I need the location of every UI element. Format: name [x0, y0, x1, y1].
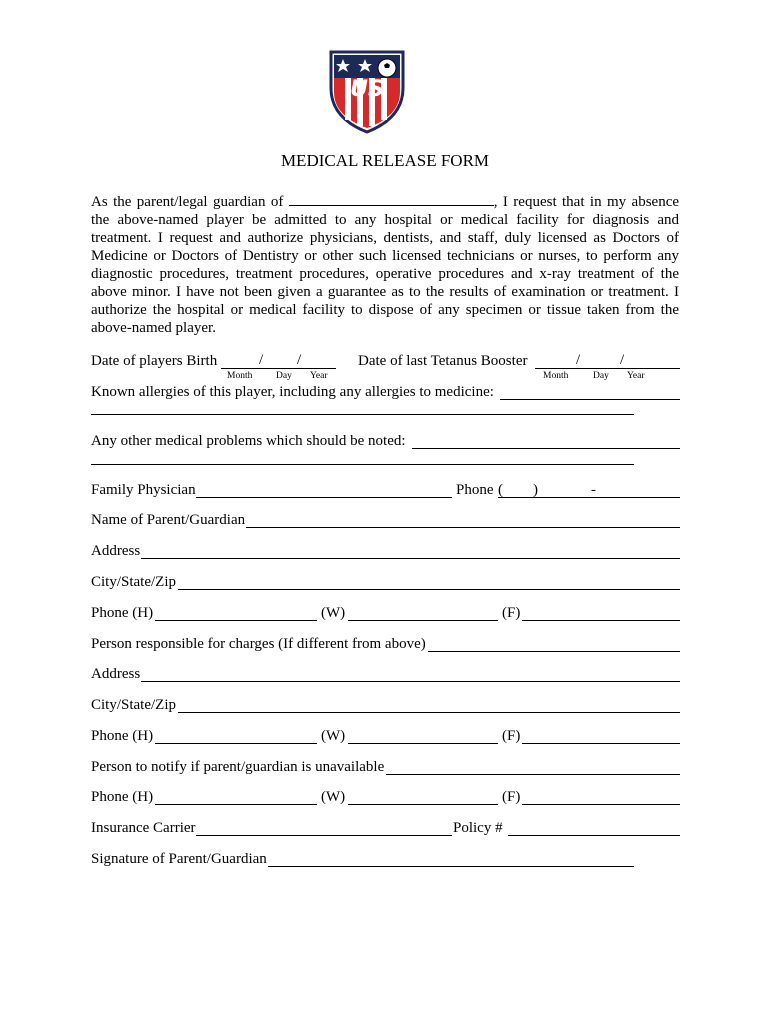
responsible-phone-work-field[interactable]: [348, 743, 498, 744]
tetanus-date-field[interactable]: [535, 368, 680, 369]
responsible-phone-fax-field[interactable]: [522, 743, 680, 744]
intro-lead: As the parent/legal guardian of: [91, 194, 284, 210]
phone-work-label: (W): [321, 605, 346, 621]
birth-slash-2: /: [297, 352, 302, 368]
responsible-city-label: City/State/Zip: [91, 697, 176, 713]
medical-problems-label: Any other medical problems which should be noted:: [91, 433, 406, 449]
signature-label: Signature of Parent/Guardian: [91, 851, 267, 867]
parent-name-field[interactable]: [246, 527, 680, 528]
policy-label: Policy #: [453, 820, 503, 836]
responsible-address-label: Address: [91, 666, 141, 682]
tetanus-date-label: Date of last Tetanus Booster: [358, 353, 528, 369]
physician-phone-label: Phone: [456, 482, 494, 498]
birth-year-caption: Year: [310, 371, 328, 381]
medical-problems-field-line2[interactable]: [91, 464, 634, 465]
phone-paren-close: ): [533, 482, 538, 498]
physician-label: Family Physician: [91, 482, 196, 498]
responsible-phone-work-label: (W): [321, 728, 346, 744]
signature-field[interactable]: [268, 866, 634, 867]
responsible-city-field[interactable]: [178, 712, 680, 713]
address-label: Address: [91, 543, 141, 559]
birth-date-label: Date of players Birth: [91, 353, 218, 369]
notify-phone-fax-label: (F): [502, 789, 521, 805]
responsible-phone-home-label: Phone (H): [91, 728, 154, 744]
birth-slash-1: /: [259, 352, 264, 368]
phone-paren-open: (: [498, 482, 503, 498]
notify-phone-home-label: Phone (H): [91, 789, 154, 805]
city-label: City/State/Zip: [91, 574, 176, 590]
responsible-phone-home-field[interactable]: [155, 743, 317, 744]
notify-field[interactable]: [386, 774, 680, 775]
tetanus-slash-1: /: [576, 352, 581, 368]
notify-phone-work-label: (W): [321, 789, 346, 805]
tetanus-year-caption: Year: [627, 371, 645, 381]
parent-name-label: Name of Parent/Guardian: [91, 512, 246, 528]
birth-day-caption: Day: [276, 371, 292, 381]
notify-phone-fax-field[interactable]: [522, 804, 680, 805]
notify-phone-home-field[interactable]: [155, 804, 317, 805]
birth-date-field[interactable]: [221, 368, 336, 369]
logo-text: US: [350, 77, 384, 102]
phone-home-field[interactable]: [155, 620, 317, 621]
notify-phone-work-field[interactable]: [348, 804, 498, 805]
tetanus-month-caption: Month: [543, 371, 569, 381]
responsible-field[interactable]: [428, 651, 680, 652]
allergies-field-line2[interactable]: [91, 414, 634, 415]
medical-problems-field[interactable]: [412, 448, 680, 449]
intro-paragraph: [91, 192, 679, 337]
player-name-field[interactable]: [289, 192, 494, 206]
insurance-label: Insurance Carrier: [91, 820, 196, 836]
responsible-phone-fax-label: (F): [502, 728, 521, 744]
us-soccer-crest-logo: [327, 48, 407, 134]
tetanus-slash-2: /: [620, 352, 625, 368]
tetanus-day-caption: Day: [593, 371, 609, 381]
physician-field[interactable]: [196, 497, 452, 498]
policy-field[interactable]: [508, 835, 680, 836]
address-field[interactable]: [141, 558, 680, 559]
responsible-label: Person responsible for charges (If different from above): [91, 636, 426, 652]
physician-phone-field[interactable]: [498, 497, 680, 498]
insurance-field[interactable]: [196, 835, 452, 836]
phone-fax-label: (F): [502, 605, 521, 621]
page-title: MEDICAL RELEASE FORM: [280, 151, 490, 170]
notify-label: Person to notify if parent/guardian is unavailable: [91, 759, 385, 775]
intro-after-blank: , I request that in my absence: [493, 194, 680, 210]
city-field[interactable]: [178, 589, 680, 590]
phone-fax-field[interactable]: [522, 620, 680, 621]
responsible-address-field[interactable]: [141, 681, 680, 682]
phone-work-field[interactable]: [348, 620, 498, 621]
birth-month-caption: Month: [227, 371, 253, 381]
allergies-field[interactable]: [500, 399, 680, 400]
intro-body: the above-named player be admitted to any hospital or medical facility for diagnosis and treatment. I request and authorize physicians, dentists, and staff, duly licensed as Doctors of Medicine or Doctors of Dentistry or other such licensed technicians or nurses, to perform any diagnostic procedures, treatment procedures, operative procedures and x-ray treatment of the above minor. I have not been given a guarantee as to the results of examination or treatment. I authorize the hospital or medical facility to dispose of any specimen or tissue taken from the above-named player.: [91, 212, 679, 336]
phone-home-label: Phone (H): [91, 605, 154, 621]
allergies-label: Known allergies of this player, including any allergies to medicine:: [91, 384, 494, 400]
phone-dash: -: [591, 482, 596, 498]
